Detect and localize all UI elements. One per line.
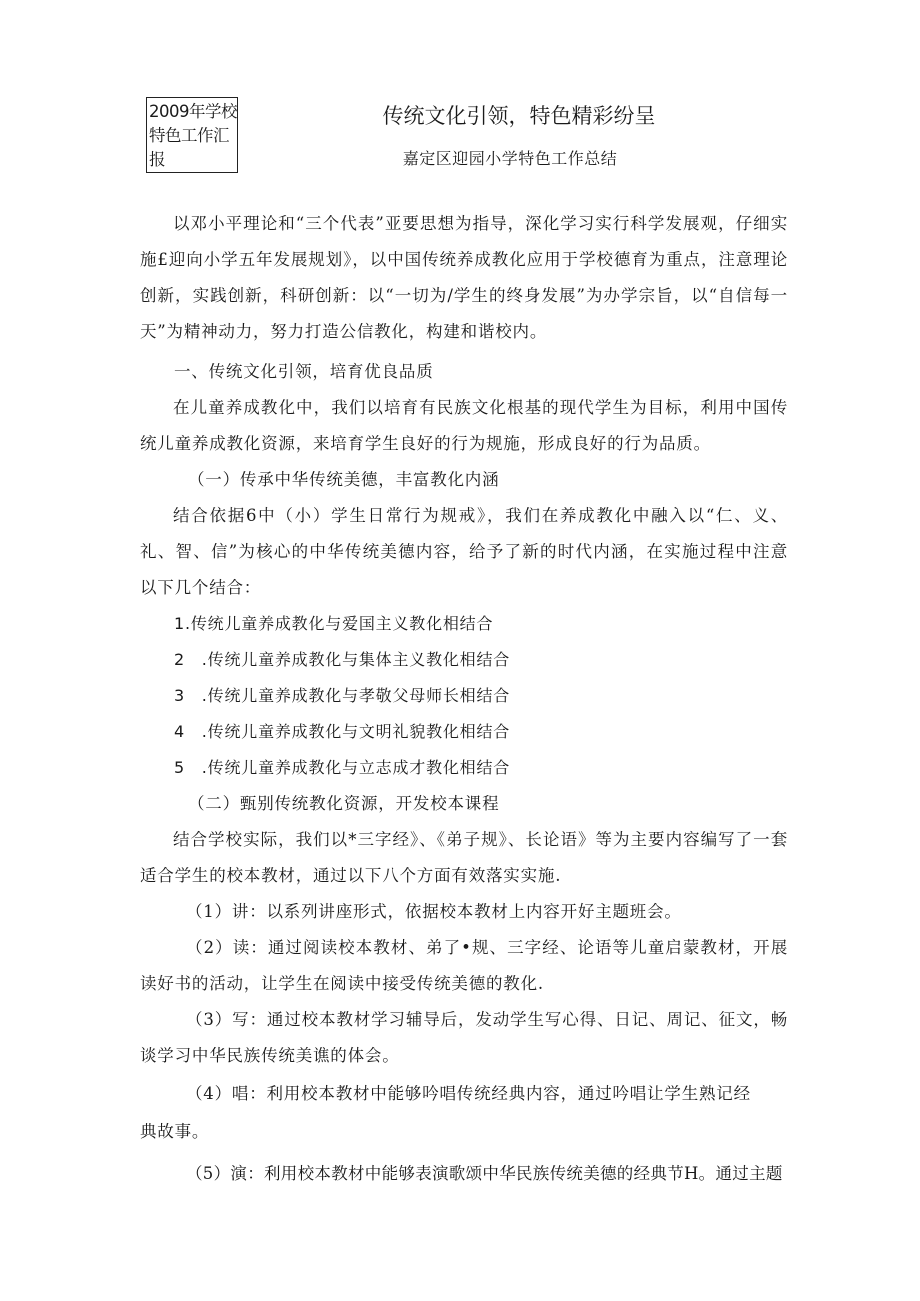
- item5-line: （5）演：利用校本教材中能够表演歌颂中华民族传统美德的经典节H。通过主题: [186, 1164, 783, 1183]
- sub2-heading: （二）甄别传统教化资源，开发校本课程: [188, 794, 500, 813]
- list-item: 1.传统儿童养成教化与爱国主义教化相结合: [174, 614, 494, 633]
- intro-paragraph: 以邓小平理论和“三个代表”亚要思想为指导，深化学习实行科学发展观，仔细实施£迎向小学五年发展规划》，以中国传统养成教化应用于学校德育为重点，注意理论创新，实践创新，科研创新：以“一切为/学生的终身发展”为办学宗旨，以“自信每一天”为精神动力，努力打造公信教化，构建和谐校内。: [140, 214, 788, 341]
- item4-line1: （4）唱：利用校本教材中能够吟唱传统经典内容，通过吟唱让学生熟记经: [186, 1084, 751, 1103]
- list-item: 4 .传统儿童养成教化与文明礼貌教化相结合: [174, 722, 511, 741]
- list-item: 3 .传统儿童养成教化与孝敬父母师长相结合: [174, 686, 511, 705]
- document-subtitle: 嘉定区迎园小学特色工作总结: [402, 149, 618, 168]
- list-item: 2 .传统儿童养成教化与集体主义教化相结合: [174, 650, 511, 669]
- header-box-label: 2009年学校 特色工作汇 报: [146, 97, 238, 173]
- item2-paragraph: （2）读：通过阅读校本教材、弟了•规、三字经、论语等儿童启蒙教材，开展读好书的活动，让学生在阅读中接受传统美德的教化.: [140, 938, 788, 993]
- item1-paragraph: （1）讲：以系列讲座形式，依据校本教材上内容开好主题班会。: [186, 902, 682, 921]
- item3-paragraph: （3）写：通过校本教材学习辅导后，发动学生写心得、日记、周记、征文，畅谈学习中华民族传统美谯的体会。: [140, 1010, 788, 1065]
- sub2-paragraph: 结合学校实际，我们以*三字经》、《弟子规》、长论语》等为主要内容编写了一套适合学生的校本教材，通过以下八个方面有效落实实施.: [140, 830, 788, 885]
- sub1-heading: （一）传承中华传统美德，丰富教化内涵: [188, 470, 500, 489]
- document-title: 传统文化引领，特色精彩纷呈: [382, 104, 656, 128]
- item4-line2: 典故事。: [140, 1122, 210, 1141]
- section1-paragraph: 在儿童养成教化中，我们以培育有民族文化根基的现代学生为目标，利用中国传统儿童养成教化资源，来培育学生良好的行为规施，形成良好的行为品质。: [140, 398, 788, 453]
- list-item: 5 .传统儿童养成教化与立志成才教化相结合: [174, 758, 511, 777]
- sub1-paragraph: 结合依据6中（小）学生日常行为规戒》，我们在养成教化中融入以“仁、义、礼、智、信”为核心的中华传统美德内容，给予了新的时代内涵，在实施过程中注意以下几个结合：: [140, 506, 788, 597]
- section1-heading: 一、传统文化引领，培育优良品质: [174, 362, 434, 381]
